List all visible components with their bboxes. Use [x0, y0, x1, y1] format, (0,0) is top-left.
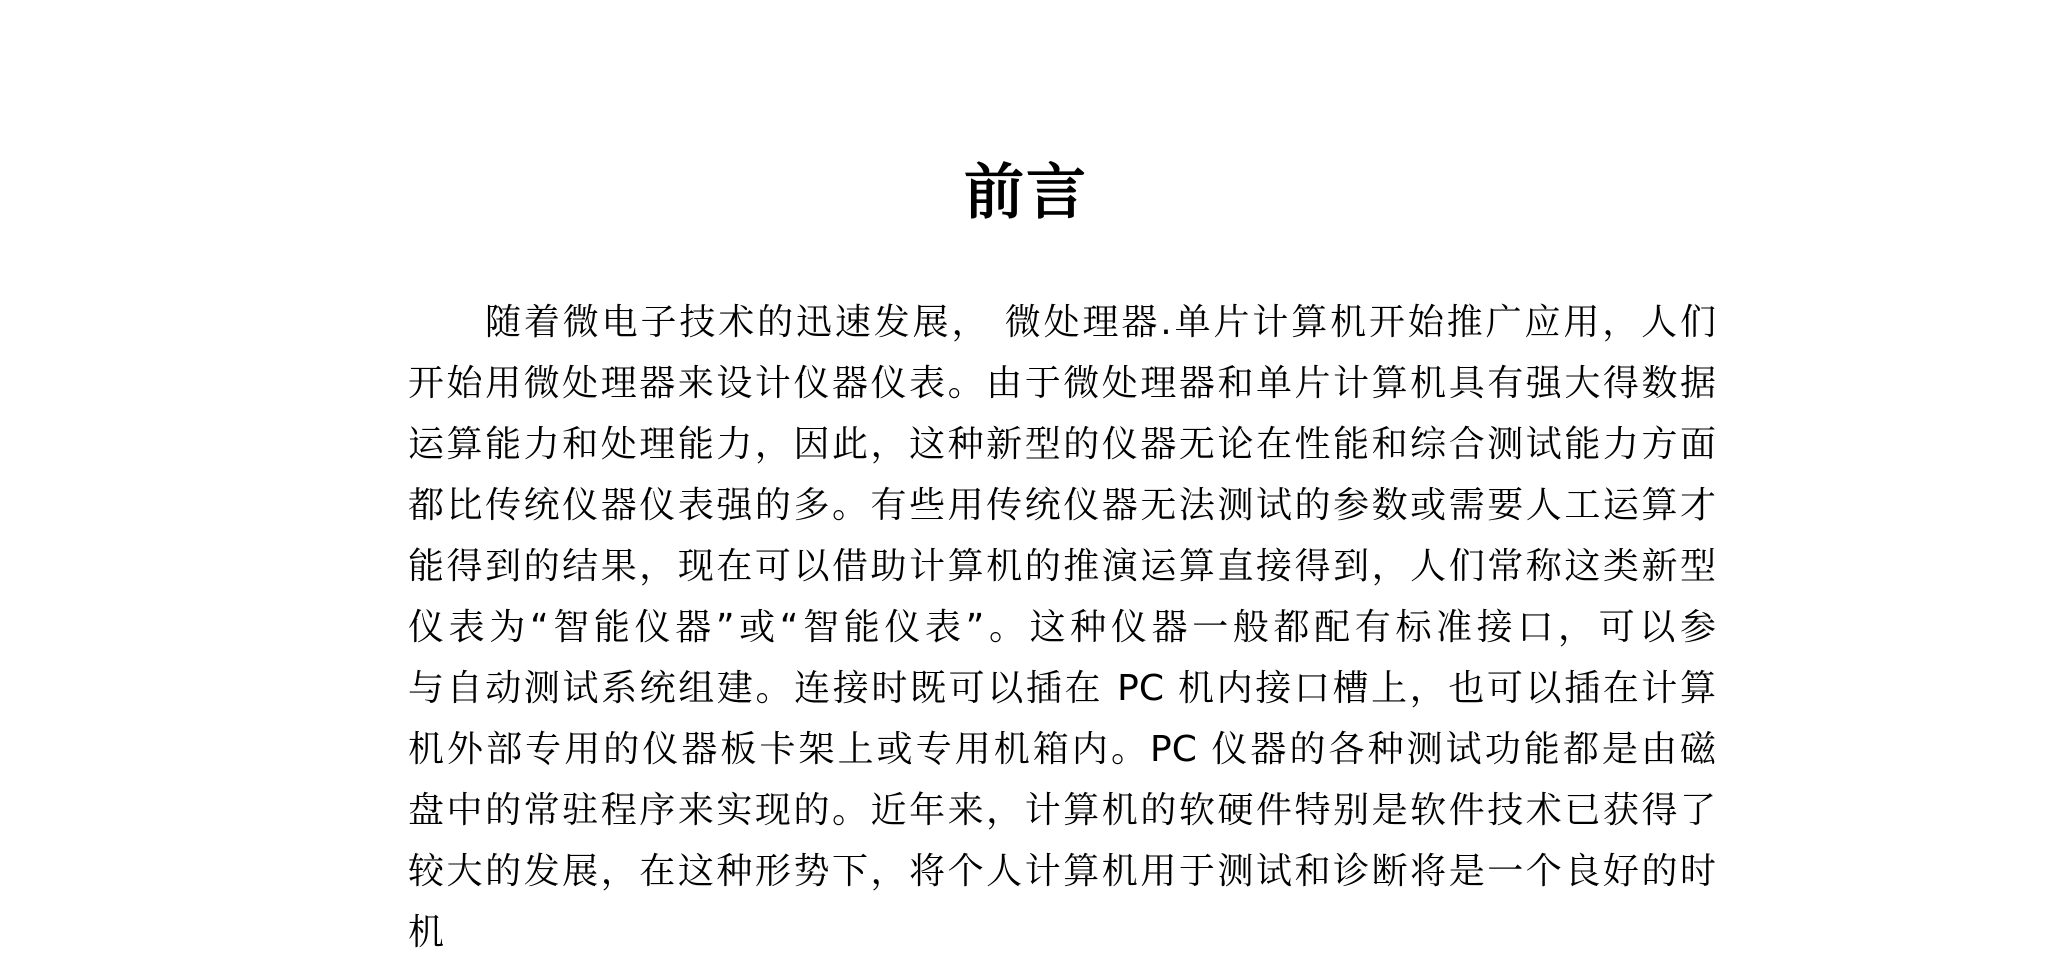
paragraph-line: 开始用微处理器来设计仪器仪表。由于微处理器和单片计算机具有强大得数据	[408, 363, 1716, 404]
paragraph-line: 随着微电子技术的迅速发展， 微处理器.单片计算机开始推广应用，人们	[485, 302, 1716, 343]
paragraph-line: 较大的发展，在这种形势下，将个人计算机用于测试和诊断将是一个良好的时	[408, 851, 1716, 892]
paragraph-line: 运算能力和处理能力，因此，这种新型的仪器无论在性能和综合测试能力方面	[408, 424, 1716, 465]
paragraph-line: 能得到的结果，现在可以借助计算机的推演运算直接得到，人们常称这类新型	[408, 546, 1716, 587]
paragraph-line: 机	[408, 912, 445, 953]
page-title: 前言	[964, 158, 1088, 228]
paragraph-line: 仪表为“智能仪器”或“智能仪表”。这种仪器一般都配有标准接口，可以参	[408, 607, 1716, 648]
paragraph-line: 机外部专用的仪器板卡架上或专用机箱内。PC 仪器的各种测试功能都是由磁	[408, 729, 1716, 770]
paragraph-line: 都比传统仪器仪表强的多。有些用传统仪器无法测试的参数或需要人工运算才	[408, 485, 1716, 526]
body-paragraph	[408, 300, 1716, 971]
paragraph-line: 与自动测试系统组建。连接时既可以插在 PC 机内接口槽上，也可以插在计算	[408, 668, 1716, 709]
paragraph-line: 盘中的常驻程序来实现的。近年来，计算机的软硬件特别是软件技术已获得了	[408, 790, 1716, 831]
